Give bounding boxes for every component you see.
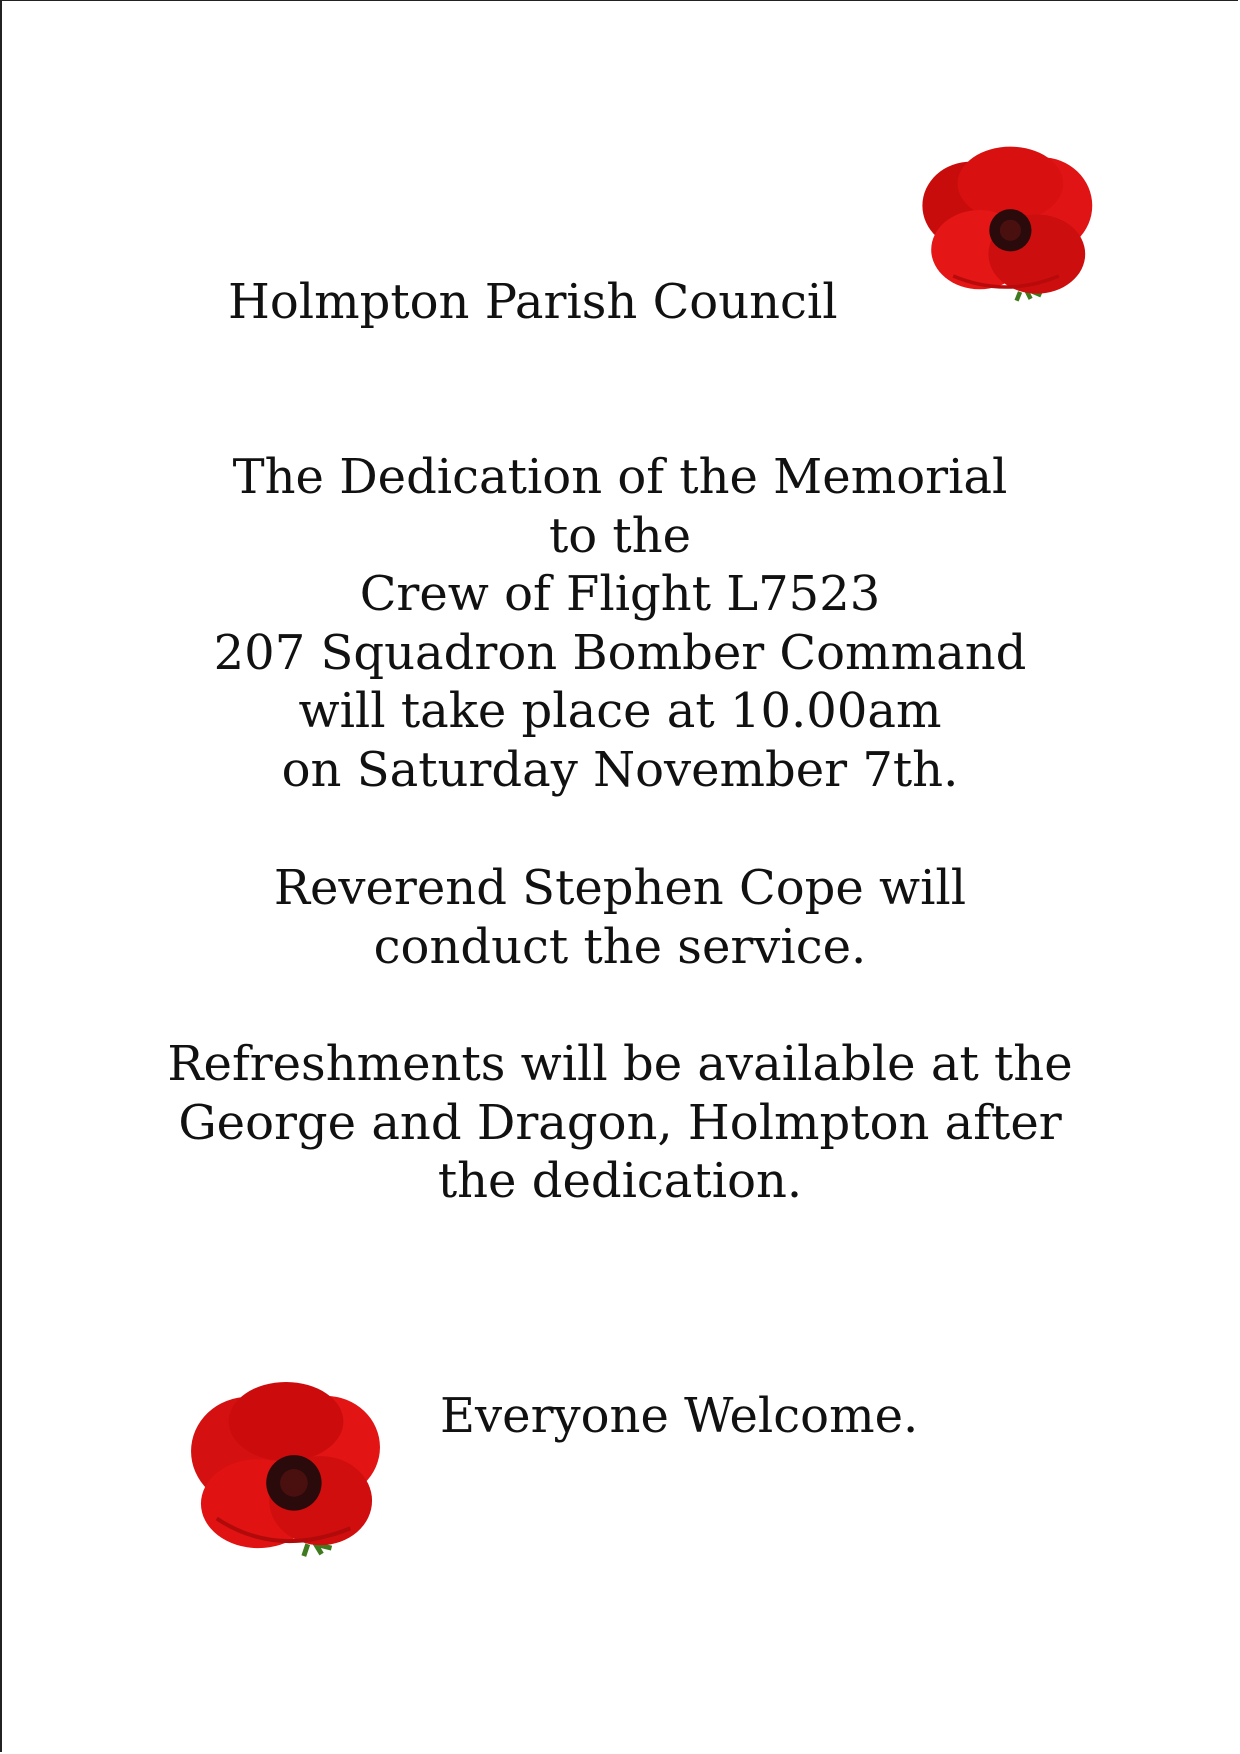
refreshments-line: George and Dragon, Holmpton after	[178, 1094, 1062, 1151]
announcement-line: 207 Squadron Bomber Command	[213, 624, 1027, 681]
announcement-block	[0, 448, 1240, 799]
announcement-line: Crew of Flight L7523	[359, 566, 881, 622]
announcement-line: on Saturday November 7th.	[281, 741, 959, 798]
officiant-line: Reverend Stephen Cope will	[273, 860, 967, 916]
announcement-line: to the	[548, 507, 692, 564]
closing-line: Everyone Welcome.	[440, 1388, 919, 1444]
announcement-line: The Dedication of the Memorial	[232, 449, 1008, 505]
poppy-icon	[918, 144, 1094, 306]
organisation-name: Holmpton Parish Council	[228, 274, 838, 330]
officiant-line: conduct the service.	[373, 918, 867, 975]
refreshments-line: Refreshments will be available at the	[167, 1036, 1073, 1092]
refreshments-block	[0, 1035, 1240, 1211]
poppy-icon	[186, 1380, 386, 1562]
announcement-line: will take place at 10.00am	[298, 683, 942, 739]
refreshments-line: the dedication.	[437, 1153, 803, 1209]
officiant-block	[0, 859, 1240, 976]
